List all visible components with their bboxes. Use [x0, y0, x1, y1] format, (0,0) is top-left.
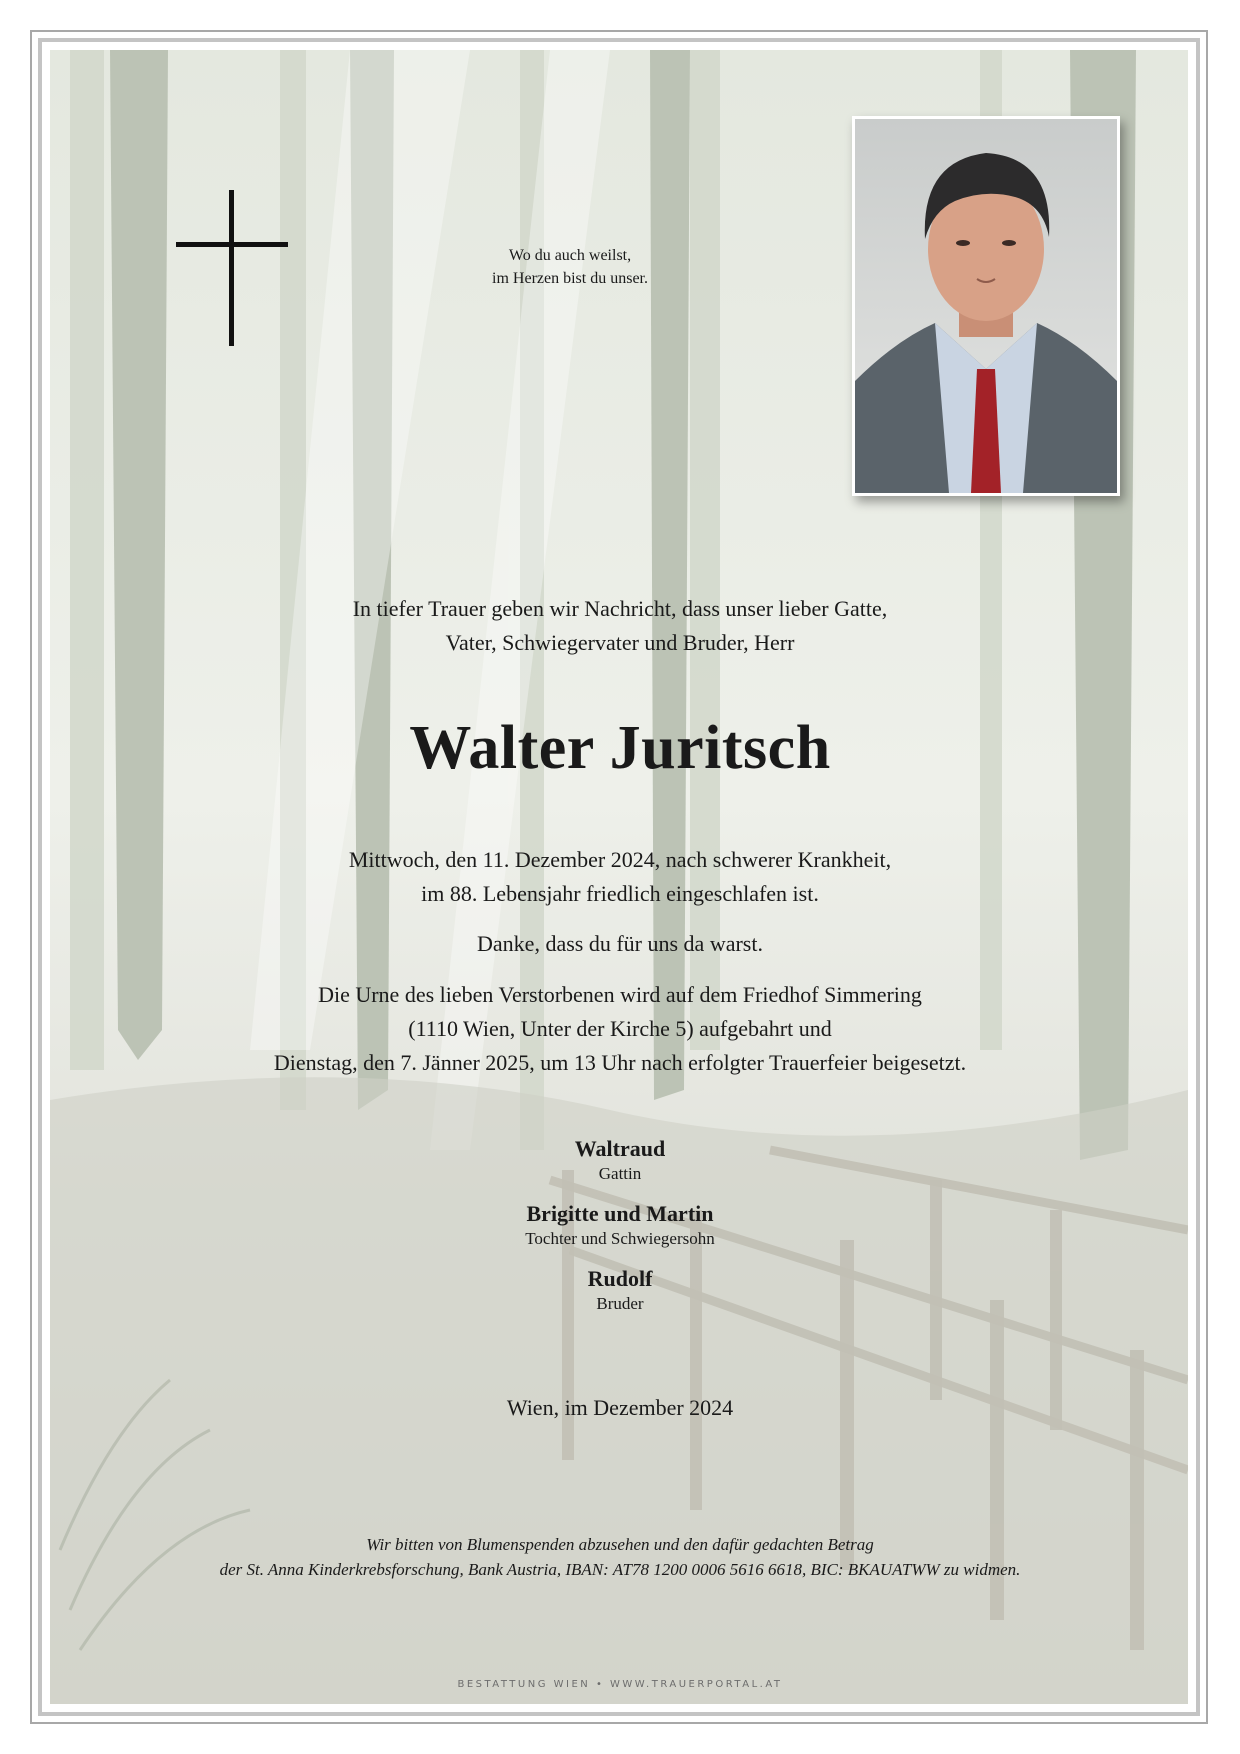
mourner-name: Rudolf	[587, 1266, 653, 1291]
cross-icon	[176, 190, 288, 346]
funeral-line: (1110 Wien, Unter der Kirche 5) aufgebahrt und	[408, 1016, 832, 1041]
intro-line: Vater, Schwiegervater und Bruder, Herr	[445, 630, 795, 655]
motto-line: im Herzen bist du unser.	[492, 270, 648, 287]
announcement-intro	[160, 592, 1080, 660]
mourner-role: Bruder	[596, 1294, 644, 1313]
intro-line: In tiefer Trauer geben wir Nachricht, dass unser lieber Gatte,	[352, 596, 888, 621]
mourner-name: Waltraud	[574, 1136, 666, 1161]
thanks-line: Danke, dass du für uns da warst.	[477, 931, 763, 956]
funeral-line: Dienstag, den 7. Jänner 2025, um 13 Uhr nach erfolgter Trauerfeier beigesetzt.	[273, 1050, 967, 1075]
mourner-entry	[420, 1264, 820, 1314]
mourner-role: Gattin	[598, 1164, 642, 1183]
funeral-line: Die Urne des lieben Verstorbenen wird auf dem Friedhof Simmering	[318, 982, 922, 1007]
motto-line: Wo du auch weilst,	[508, 247, 632, 264]
death-notice	[160, 843, 1080, 911]
mourner-name: Brigitte und Martin	[526, 1201, 714, 1226]
portrait-photo	[852, 116, 1120, 496]
deceased-name: Walter Juritsch	[409, 714, 831, 782]
death-line: im 88. Lebensjahr friedlich eingeschlafen ist.	[421, 881, 819, 906]
funeral-details	[160, 978, 1080, 1080]
place-date: Wien, im Dezember 2024	[506, 1395, 734, 1420]
motto	[420, 244, 720, 290]
mourner-role: Tochter und Schwiegersohn	[525, 1229, 715, 1248]
donation-line: der St. Anna Kinderkrebsforschung, Bank Austria, IBAN: AT78 1200 0006 5616 6618, BIC: BKAUATWW zu widmen.	[219, 1560, 1021, 1579]
donation-line: Wir bitten von Blumenspenden abzusehen und den dafür gedachten Betrag	[366, 1535, 874, 1554]
mourner-entry	[420, 1199, 820, 1249]
donation-request	[160, 1532, 1080, 1582]
death-line: Mittwoch, den 11. Dezember 2024, nach schwerer Krankheit,	[348, 847, 892, 872]
mourner-entry	[420, 1134, 820, 1184]
footer-credit: BESTATTUNG WIEN • WWW.TRAUERPORTAL.AT	[457, 1679, 783, 1690]
mourners-list	[420, 1134, 820, 1329]
